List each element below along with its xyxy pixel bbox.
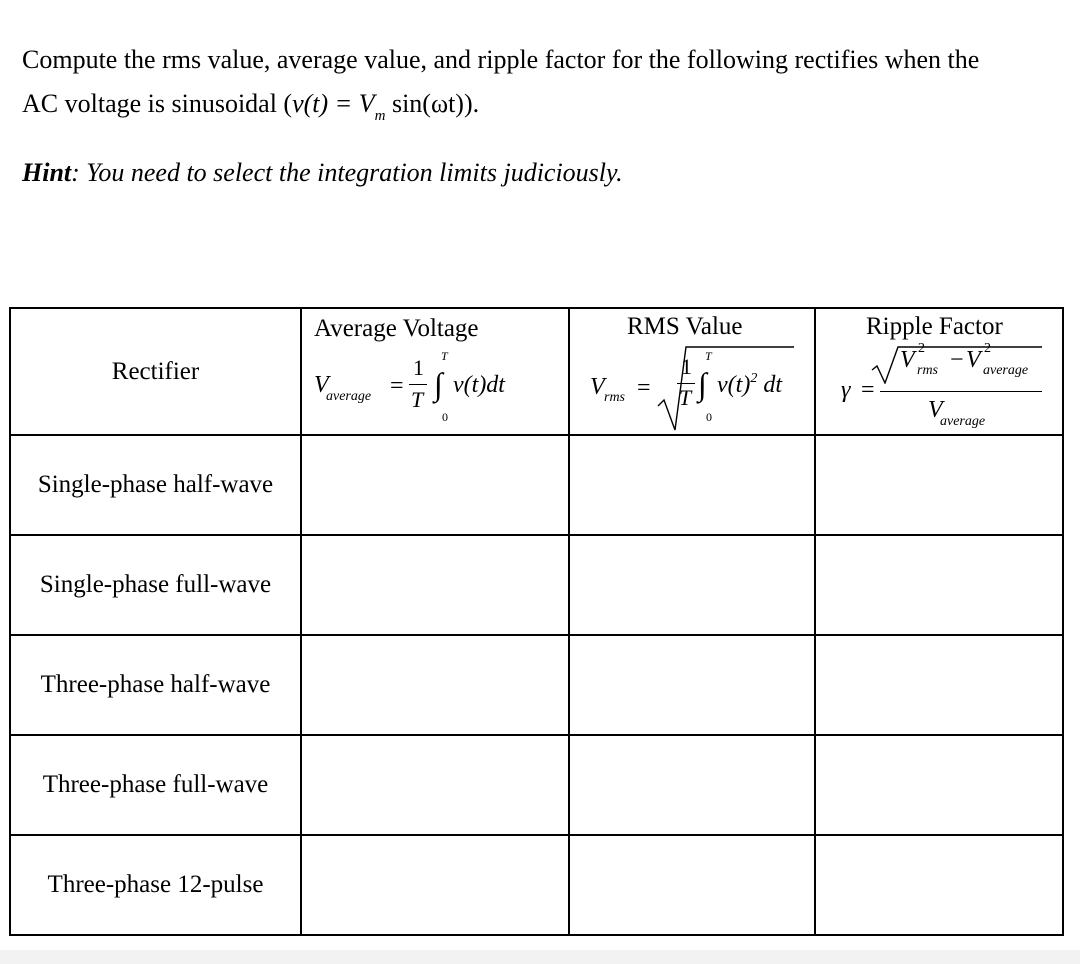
- problem-line-1: Compute the rms value, average value, and ripple factor for the following rectifies when the: [22, 45, 980, 74]
- ripple-cell[interactable]: [815, 835, 1063, 935]
- ripple-cell[interactable]: [815, 635, 1063, 735]
- rectifier-name: Three-phase half-wave: [10, 635, 301, 735]
- hint-label: Hint: [22, 158, 72, 187]
- average-voltage-title: Average Voltage: [314, 315, 479, 342]
- rectifier-name: Single-phase full-wave: [10, 535, 301, 635]
- ripple-cell[interactable]: [815, 435, 1063, 535]
- rms-cell[interactable]: [569, 435, 815, 535]
- header-rms-value: RMS Value V rms = 1 T T ∫ 0 $v(t)^2$ dt: [569, 308, 815, 435]
- table-row: [10, 535, 1063, 635]
- problem-line-2: AC voltage is sinusoidal ($v(t) = V_m$ sin(ωt)).: [22, 89, 480, 124]
- table-row: [10, 735, 1063, 835]
- rectifier-name: Single-phase half-wave: [10, 435, 301, 535]
- window-bottom-strip: [0, 950, 1080, 964]
- ripple-cell[interactable]: [815, 735, 1063, 835]
- header-rectifier: Rectifier: [10, 308, 301, 435]
- average-cell[interactable]: [301, 435, 569, 535]
- average-cell[interactable]: [301, 635, 569, 735]
- header-ripple-factor: Ripple Factor γ = V 2 rms − V 2 average V average: [815, 308, 1063, 435]
- rectifier-name: Three-phase 12-pulse: [10, 835, 301, 935]
- problem-statement: [22, 38, 1062, 130]
- ripple-cell[interactable]: [815, 535, 1063, 635]
- table-row: [10, 635, 1063, 735]
- rms-cell[interactable]: [569, 635, 815, 735]
- voltage-formula: $v(t) = V_m$ sin(ωt): [292, 89, 464, 124]
- rectifier-table: [9, 307, 1064, 936]
- rms-cell[interactable]: [569, 835, 815, 935]
- rms-cell[interactable]: [569, 535, 815, 635]
- average-cell[interactable]: [301, 735, 569, 835]
- ripple-factor-title: Ripple Factor: [866, 313, 1003, 340]
- average-cell[interactable]: [301, 835, 569, 935]
- table-row: [10, 435, 1063, 535]
- table-row: [10, 835, 1063, 935]
- hint-text: Hint: You need to select the integration limits judiciously.: [22, 158, 623, 187]
- rms-cell[interactable]: [569, 735, 815, 835]
- header-average-voltage: Average Voltage V average = 1 T T ∫ 0 v(t)dt: [301, 308, 569, 435]
- rectifier-name: Three-phase full-wave: [10, 735, 301, 835]
- average-cell[interactable]: [301, 535, 569, 635]
- header-row: [10, 308, 1063, 435]
- rms-value-title: RMS Value: [627, 313, 743, 340]
